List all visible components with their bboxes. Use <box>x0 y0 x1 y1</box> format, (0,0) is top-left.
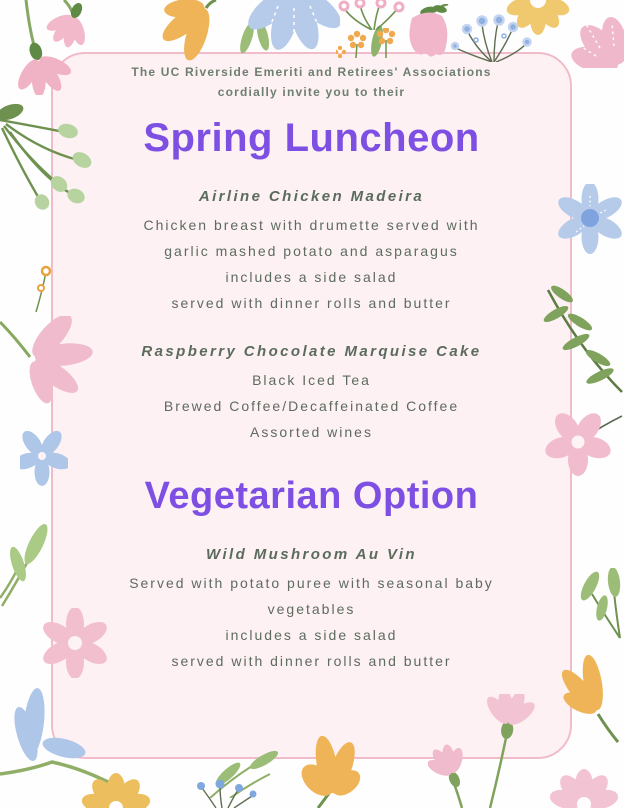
invitation-line-1: The UC Riverside Emeriti and Retirees' Associations <box>131 65 492 79</box>
vegetarian-title: Vegetarian Option <box>144 475 479 517</box>
pink-daisy-icon <box>542 760 624 808</box>
entree-line: includes a side salad <box>225 269 398 285</box>
entree-line: Chicken breast with drumette served with <box>143 217 480 233</box>
entree-line: served with dinner rolls and butter <box>171 295 452 311</box>
blue-berry-spray-icon <box>186 780 262 808</box>
vegetarian-line: vegetables <box>267 601 356 617</box>
vegetarian-course-title: Wild Mushroom Au Vin <box>206 546 417 563</box>
entree-description <box>53 212 570 316</box>
dessert-title: Raspberry Chocolate Marquise Cake <box>141 343 482 360</box>
yellow-daisy-icon <box>500 0 574 44</box>
vegetarian-line: served with dinner rolls and butter <box>171 653 452 669</box>
entree-title: Airline Chicken Madeira <box>198 188 425 205</box>
page-title: Spring Luncheon <box>143 116 480 160</box>
invitation-line-2: cordially invite you to their <box>217 85 406 99</box>
beverage-line: Brewed Coffee/Decaffeinated Coffee <box>163 398 460 414</box>
green-leaf-icon <box>574 568 624 642</box>
beverage-list <box>53 367 570 445</box>
pink-berry-spray-icon <box>332 0 412 30</box>
vegetarian-description <box>53 570 570 674</box>
vegetarian-line: includes a side salad <box>225 627 398 643</box>
pink-petal-flower-icon <box>556 12 624 68</box>
yellow-daisy-icon <box>76 770 156 808</box>
entree-line: garlic mashed potato and asparagus <box>164 243 459 259</box>
beverage-line: Assorted wines <box>250 424 373 440</box>
menu-card <box>51 52 572 759</box>
beverage-line: Black Iced Tea <box>252 372 371 388</box>
vegetarian-line: Served with potato puree with seasonal baby <box>129 575 494 591</box>
blue-flower-icon <box>248 0 340 58</box>
